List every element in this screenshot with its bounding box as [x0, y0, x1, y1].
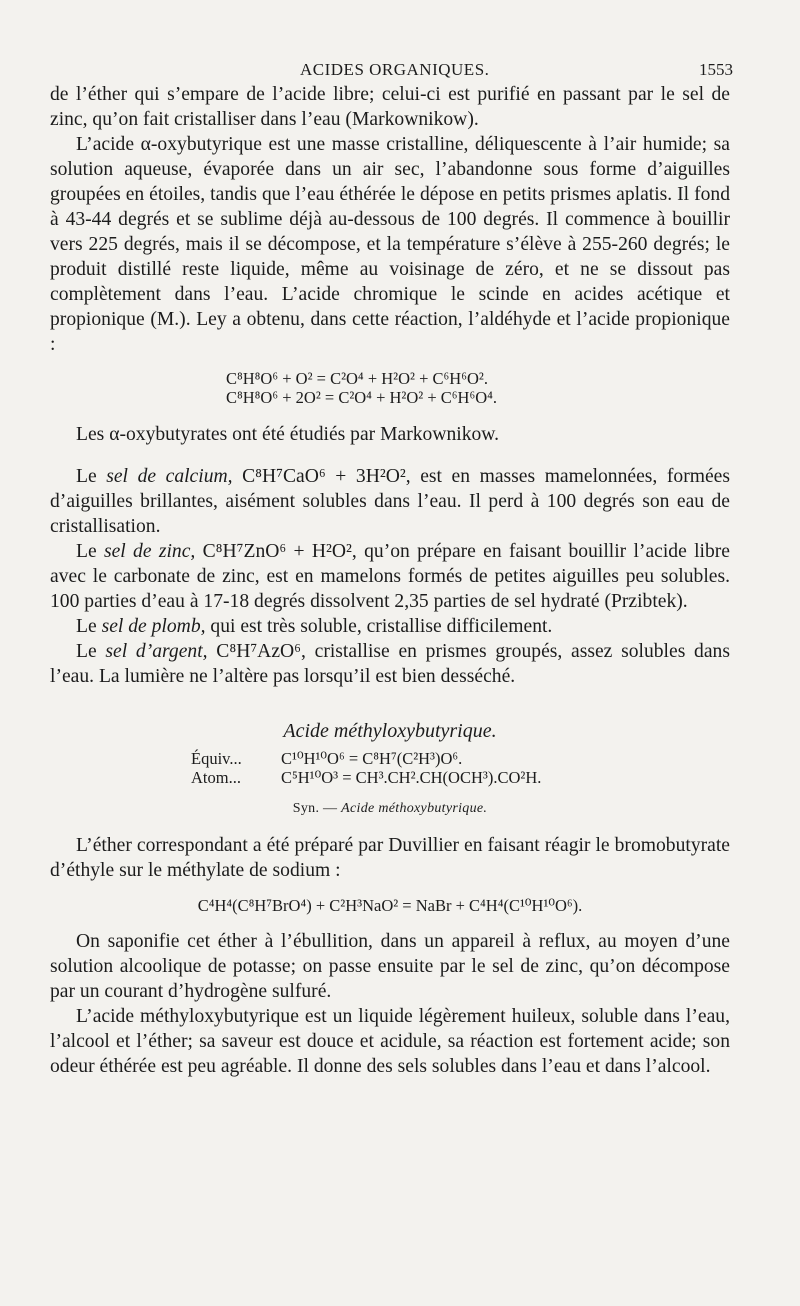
- text-run: C⁸H⁷ZnO⁶ + H²O², qu’on prépare en faisant bouillir l’acide libre avec le carbonate de zinc, est en mamelons formés de petites aiguilles peu solubles. 100 parties d’eau à 17-18 degrés dissolvent 2,35 parties de sel hydraté (Przibtek).: [50, 541, 730, 612]
- synonym-line: [50, 801, 730, 817]
- synonym-name: Acide méthoxybutyrique.: [341, 801, 488, 816]
- text-run: C⁸H⁷CaO⁶ + 3H²O², est en masses mamelonnées, formées d’aiguilles brillantes, aisément solubles dans l’eau. Il perd à 100 degrés son eau de cristallisation.: [50, 466, 730, 537]
- text-run: C⁸H⁷AzO⁶, cristallise en prismes groupés, assez solubles dans l’eau. La lumière ne l’altère pas lorsqu’il est bien desséché.: [50, 641, 730, 687]
- paragraph-ether-preparation: L’éther correspondant a été préparé par Duvillier en faisant réagir le bromobutyrate d’éthyle sur le méthylate de sodium :: [50, 835, 730, 881]
- paragraph-alpha-oxybutyric-acid: L’acide α-oxybutyrique est une masse cristalline, déliquescente à l’air humide; sa solution aqueuse, évaporée dans un air sec, l’abandonne sous forme d’aiguilles groupées en étoiles, tandis que l’eau éthérée le dépose en petits prismes aplatis. Il fond à 43-44 degrés et se sublime déjà au-dessous de 100 degrés. Il commence à bouillir vers 225 degrés, mais il se décompose, et la température s’élève à 255-260 degrés; le produit distillé reste liquide, même au voisinage de zéro, et ne se dissout pas complètement dans l’eau. L’acide chromique le scinde en acides acétique et propionique (M.). Ley a obtenu, dans cette réaction, l’aldéhyde et l’acide propionique :: [50, 134, 730, 355]
- formula-label: Atom...: [191, 768, 241, 787]
- section-heading: Acide méthyloxybutyrique.: [283, 720, 497, 742]
- paragraph-zinc-salt: [50, 539, 730, 614]
- formula-value: C¹⁰H¹⁰O⁶ = C⁸H⁷(C²H³)O⁶.: [281, 749, 463, 768]
- oxidation-equations: [50, 369, 730, 407]
- text-run: Le: [76, 541, 104, 562]
- paragraph-alpha-oxybutyrates: Les α-oxybutyrates ont été étudiés par Markownikow.: [76, 424, 500, 445]
- running-head: [50, 52, 733, 82]
- text-run: qui est très soluble, cristallise difficilement.: [205, 616, 553, 637]
- formula-label: Équiv...: [191, 749, 242, 768]
- book-page: [50, 52, 733, 1079]
- running-title: ACIDES ORGANIQUES.: [300, 60, 490, 79]
- salt-name: sel d’argent,: [105, 641, 208, 662]
- equation-3: C⁴H⁴(C⁸H⁷BrO⁴) + C²H³NaO² = NaBr + C⁴H⁴(C¹⁰H¹⁰O⁶).: [197, 896, 583, 915]
- salt-name: sel de plomb,: [101, 616, 206, 637]
- text-run: Le: [76, 616, 102, 637]
- paragraph-saponification: On saponifie cet éther à l’ébullition, dans un appareil à reflux, au moyen d’une solution alcoolique de potasse; on passe ensuite par le sel de zinc, qu’on décompose par un courant d’hydrogène sulfuré.: [50, 931, 730, 1002]
- paragraph-properties: L’acide méthyloxybutyrique est un liquide légèrement huileux, soluble dans l’eau, l’alcool et l’éther; sa saveur est douce et acidule, sa réaction est fortement acide; son odeur éthérée est peu agréable. Il donne des sels solubles dans l’eau et dans l’alcool.: [50, 1006, 730, 1077]
- paragraph-continuation: de l’éther qui s’empare de l’acide libre; celui-ci est purifié en passant par le sel de zinc, qu’on fait cristalliser dans l’eau (Markownikow).: [50, 84, 730, 130]
- formula-row-atom: [191, 768, 730, 787]
- salt-name: sel de zinc,: [103, 541, 196, 562]
- paragraph-lead-salt: [50, 614, 730, 639]
- text-run: Le: [76, 466, 107, 487]
- formula-value: C⁵H¹⁰O³ = CH³.CH².CH(OCH³).CO²H.: [281, 768, 542, 787]
- formula-table: [191, 749, 730, 787]
- equation-1: C⁸H⁸O⁶ + O² = C²O⁴ + H²O² + C⁶H⁶O².: [226, 369, 488, 388]
- equation-2: C⁸H⁸O⁶ + 2O² = C²O⁴ + H²O² + C⁶H⁶O⁴.: [226, 388, 497, 407]
- salt-name: sel de calcium,: [106, 466, 233, 487]
- paragraph-silver-salt: [50, 639, 730, 689]
- text-run: Le: [76, 641, 106, 662]
- synonym-label: Syn. —: [292, 801, 342, 816]
- page-number: 1553: [699, 60, 733, 79]
- paragraph-calcium-salt: [50, 464, 730, 539]
- formula-row-equiv: [191, 749, 730, 768]
